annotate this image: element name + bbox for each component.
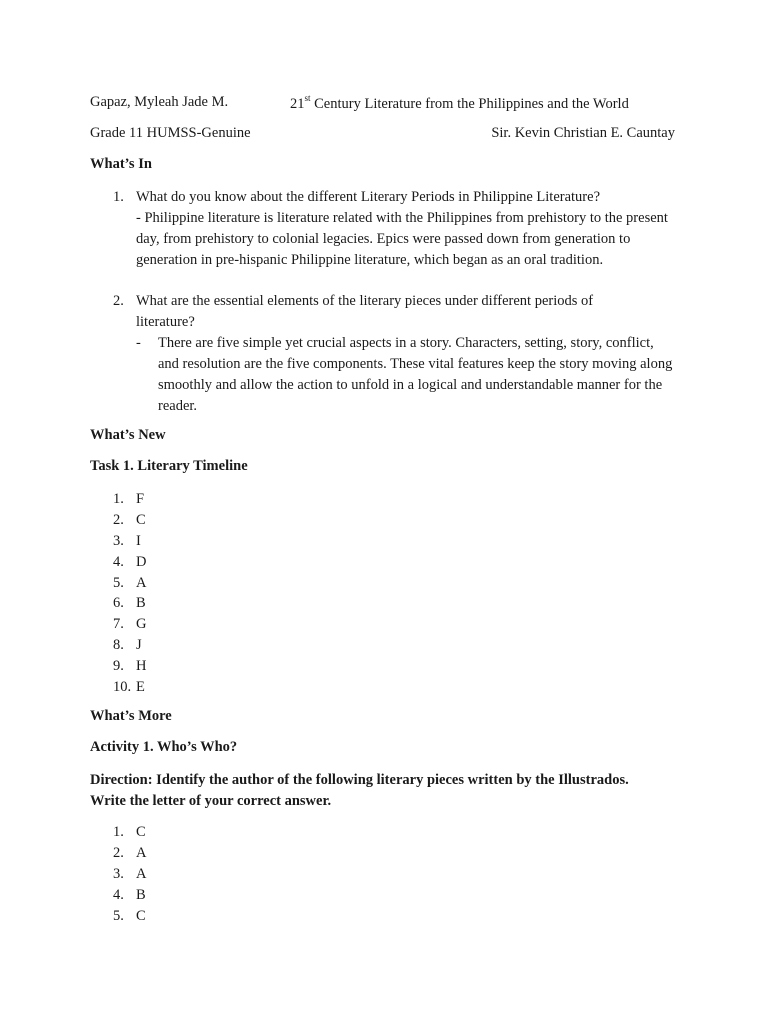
whats-more-heading: What’s More: [90, 708, 172, 724]
list-item: 3. I: [113, 532, 141, 549]
list-item: 2. C: [113, 511, 146, 528]
student-name: Gapaz, Myleah Jade M.: [90, 94, 229, 110]
question-1-number: 1.: [113, 189, 124, 205]
whats-in-heading: What’s In: [90, 156, 152, 172]
list-item: 10. E: [113, 679, 145, 696]
question-2: [113, 291, 648, 333]
header-row-1: [90, 94, 675, 114]
list-item: 7. G: [113, 616, 147, 633]
list-item: 4. D: [113, 553, 147, 570]
list-item: 1. F: [113, 491, 145, 507]
list-item: 9. H: [113, 658, 147, 675]
list-item: 4. B: [113, 886, 146, 903]
question-2-answer: There are five simple yet crucial aspects in a story. Characters, setting, story, conflict, and resolution are the five components. These vital features keep the story moving along smoothly and allow the action to unfold in a logical and understandable manner for the reader.: [158, 335, 673, 414]
question-2-number: 2.: [113, 293, 124, 309]
teacher-name: Sir. Kevin Christian E. Cauntay: [491, 125, 675, 141]
timeline-answer-list: [113, 489, 146, 698]
list-item: 6. B: [113, 595, 146, 612]
whos-who-answer-list: [113, 822, 146, 926]
grade-section: Grade 11 HUMSS-Genuine: [90, 125, 251, 141]
list-item: 1. C: [113, 824, 146, 840]
list-item: 3. A: [113, 865, 147, 882]
course-title: 21st Century Literature from the Philippines and the World: [290, 93, 629, 112]
list-item: 8. J: [113, 637, 142, 654]
task-1-title: Task 1. Literary Timeline: [90, 458, 248, 474]
list-item: 2. A: [113, 844, 147, 861]
question-1-text: What do you know about the different Literary Periods in Philippine Literature?: [136, 189, 601, 205]
answer-dash: -: [136, 335, 141, 351]
header-row-2: [90, 125, 675, 145]
list-item: 5. A: [113, 574, 147, 591]
question-2-answer-block: [136, 333, 676, 417]
direction-text: Direction: Identify the author of the following literary pieces written by the Illustrados. Write the letter of your correct answer.: [90, 772, 629, 809]
activity-1-title: Activity 1. Who’s Who?: [90, 739, 238, 755]
list-item: 5. C: [113, 907, 146, 924]
question-1-answer: - Philippine literature is literature related with the Philippines from prehistory to the present day, from prehistory to colonial legacies. Epics were passed down from generation to generation in pre-hispanic Philippine literature, which began as an oral tradition.: [136, 210, 668, 268]
whats-new-heading: What’s New: [90, 427, 166, 443]
question-1: [113, 187, 678, 271]
question-2-text: What are the essential elements of the literary pieces under different periods of literature?: [136, 293, 594, 330]
